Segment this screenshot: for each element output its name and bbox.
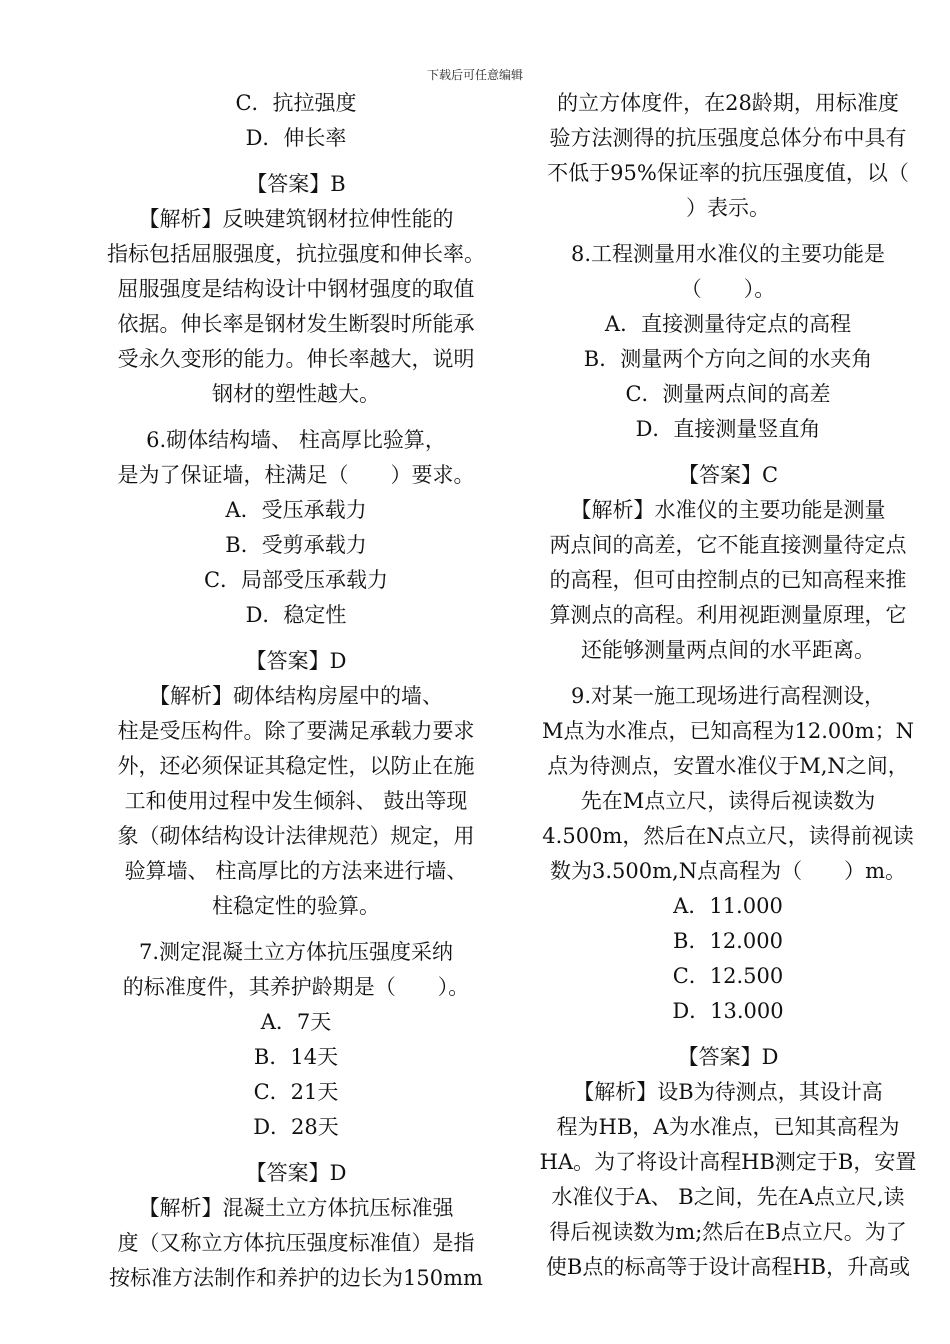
right-text-line: 得后视读数为m;然后在B点立尺。为了	[549, 1220, 907, 1244]
left-text-line: C．局部受压承载力	[203, 568, 389, 592]
right-text-line: A．11.000	[673, 894, 783, 918]
right-text-line: HA。为了将设计高程HB测定于B，安置	[539, 1150, 917, 1174]
left-text-line: 柱稳定性的验算。	[212, 894, 380, 918]
left-text-line: D．伸长率	[245, 126, 347, 150]
left-text-line: 【答案】D	[245, 649, 347, 673]
right-spacer	[522, 668, 934, 679]
right-text-line: 【答案】C	[677, 463, 779, 487]
left-text-line: 柱是受压构件。除了要满足承载力要求	[117, 719, 475, 743]
right-text-line: 算测点的高程。利用视距测量原理，它	[549, 603, 907, 627]
right-text-line: 水准仪于A、 B之间，先在A点立尺,读	[551, 1185, 905, 1209]
left-text-line: 度（又称立方体抗压强度标准值）是指	[117, 1231, 475, 1255]
right-spacer	[522, 1029, 934, 1040]
left-text-line: 【解析】反映建筑钢材拉伸性能的	[138, 207, 454, 231]
left-text-line: 受永久变形的能力。伸长率越大，说明	[117, 347, 475, 371]
left-text-line: 【答案】B	[246, 172, 346, 196]
right-text-line: 不低于95%保证率的抗压强度值，以（	[547, 161, 909, 185]
right-text-line: C．测量两点间的高差	[625, 382, 831, 406]
left-text-line: 工和使用过程中发生倾斜、 鼓出等现	[124, 789, 468, 813]
right-text-line: 4.500m，然后在N点立尺，读得前视读	[542, 824, 914, 848]
right-text-line: B．12.000	[673, 929, 783, 953]
right-text-line: D．直接测量竖直角	[635, 417, 821, 441]
left-text-line: 【解析】砌体结构房屋中的墙、	[149, 684, 443, 708]
left-spacer	[90, 412, 502, 423]
left-text-line: 指标包括屈服强度，抗拉强度和伸长率。	[107, 242, 485, 266]
right-text-line: ）表示。	[686, 196, 770, 220]
right-column	[522, 86, 934, 1285]
left-column	[90, 86, 502, 1296]
left-text-line: 依据。伸长率是钢材发生断裂时所能承	[117, 312, 475, 336]
right-text-line: B．测量两个方向之间的水夹角	[583, 347, 873, 371]
page-header: 下载后可任意编辑	[426, 68, 523, 82]
right-text-line: 还能够测量两点间的水平距离。	[581, 638, 875, 662]
left-text-line: 钢材的塑性越大。	[212, 382, 380, 406]
left-text-line: B．受剪承载力	[225, 533, 367, 557]
right-spacer	[522, 447, 934, 458]
left-text-line: B．14天	[253, 1045, 339, 1069]
left-text-line: 屈服强度是结构设计中钢材强度的取值	[117, 277, 475, 301]
right-spacer	[522, 226, 934, 237]
left-spacer	[90, 1145, 502, 1156]
right-text-line: 【解析】设B为待测点，其设计高	[573, 1080, 883, 1104]
right-text-line: 【答案】D	[677, 1045, 779, 1069]
right-text-line: 的高程，但可由控制点的已知高程来推	[549, 568, 907, 592]
left-text-line: 7.测定混凝土立方体抗压强度采纳	[138, 940, 454, 964]
left-text-line: 【答案】D	[245, 1161, 347, 1185]
right-text-line: （ ）。	[680, 277, 776, 301]
right-text-line: 先在M点立尺，读得后视读数为	[580, 789, 876, 813]
right-text-line: 9.对某一施工现场进行高程测设，	[570, 684, 886, 708]
right-text-line: M点为水准点，已知高程为12.00m；N	[542, 719, 914, 743]
left-text-line: C．21天	[253, 1080, 339, 1104]
left-text-line: 象（砌体结构设计法律规范）规定，用	[117, 824, 475, 848]
right-text-line: 使B点的标高等于设计高程HB，升高或	[545, 1255, 911, 1279]
left-text-line: 是为了保证墙，柱满足（ ）要求。	[117, 463, 475, 487]
right-text-line: 程为HB，A为水准点，已知其高程为	[556, 1115, 900, 1139]
left-text-line: 外，还必须保证其稳定性，以防止在施	[117, 754, 475, 778]
right-text-line: C．12.500	[672, 964, 784, 988]
left-text-line: A．7天	[260, 1010, 332, 1034]
left-text-line: D．稳定性	[245, 603, 347, 627]
right-text-line: 验方法测得的抗压强度总体分布中具有	[549, 126, 907, 150]
right-text-line: 8.工程测量用水准仪的主要功能是	[570, 242, 886, 266]
left-text-line: D．28天	[253, 1115, 339, 1139]
right-text-line: 两点间的高差，它不能直接测量待定点	[549, 533, 907, 557]
left-spacer	[90, 924, 502, 935]
left-text-line: 按标准方法制作和养护的边长为150mm	[109, 1266, 483, 1290]
left-text-line: 【解析】混凝土立方体抗压标准强	[138, 1196, 454, 1220]
left-spacer	[90, 633, 502, 644]
right-text-line: 数为3.500m,N点高程为（ ）m。	[550, 859, 906, 883]
right-text-line: 【解析】水准仪的主要功能是测量	[570, 498, 886, 522]
right-text-line: D．13.000	[672, 999, 784, 1023]
left-text-line: 6.砌体结构墙、 柱高厚比验算，	[146, 428, 446, 452]
left-text-line: 的标准度件，其养护龄期是（ ）。	[122, 975, 470, 999]
left-text-line: 验算墙、 柱高厚比的方法来进行墙、	[124, 859, 468, 883]
right-text-line: 的立方体度件，在28龄期，用标准度	[557, 91, 899, 115]
right-text-line: A．直接测量待定点的高程	[604, 312, 852, 336]
right-text-line: 点为待测点，安置水准仪于M,N之间，	[547, 754, 909, 778]
left-text-line: C．抗拉强度	[235, 91, 357, 115]
left-spacer	[90, 156, 502, 167]
left-text-line: A．受压承载力	[225, 498, 367, 522]
